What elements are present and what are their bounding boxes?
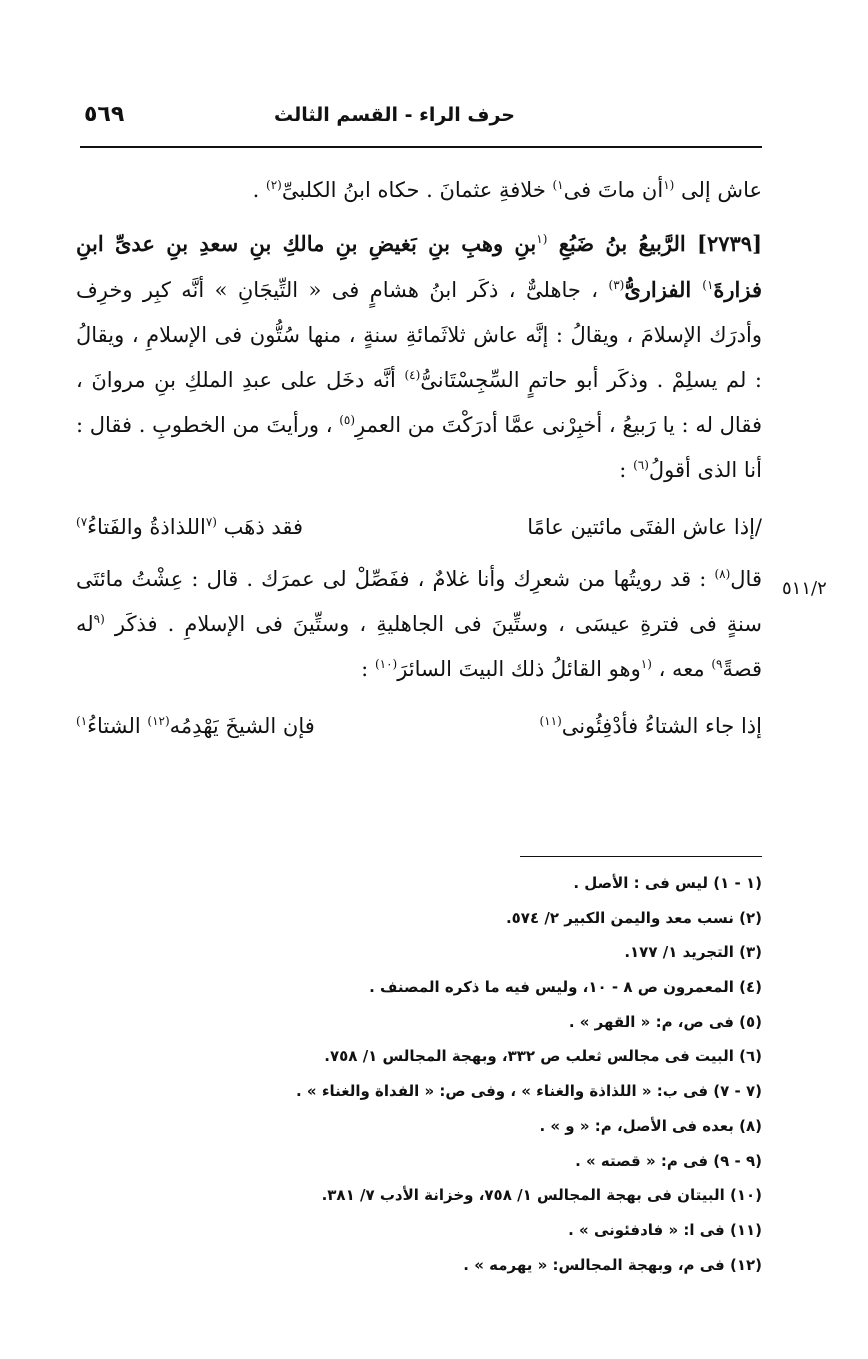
paragraph bbox=[76, 557, 762, 692]
paragraph-continuation bbox=[76, 168, 762, 213]
footnote-marker: (٩ bbox=[93, 612, 105, 626]
footnote-marker: ١) bbox=[552, 178, 564, 192]
footnote-marker: (١٢) bbox=[147, 714, 170, 728]
verse-line bbox=[76, 499, 762, 551]
footnote-marker: (١٠) bbox=[374, 657, 398, 671]
running-header bbox=[80, 98, 760, 138]
footnote: (٩ - ٩) فى م: « قصته » . bbox=[575, 1151, 762, 1170]
footnote-marker: ٩) bbox=[711, 657, 723, 671]
footnote-marker: (٤) bbox=[404, 368, 421, 382]
footnote-marker: ١) bbox=[702, 278, 714, 292]
footnote-marker: (٧ bbox=[205, 515, 217, 529]
footnote-marker: (٦) bbox=[633, 458, 649, 472]
verse-line bbox=[76, 698, 762, 750]
footnote: (١٢) فى م، وبهجة المجالس: « يهرمه » . bbox=[463, 1255, 762, 1274]
verse-second-hemistich bbox=[76, 704, 315, 749]
main-text bbox=[76, 168, 762, 756]
footnote-marker: ١) bbox=[76, 714, 88, 728]
text-run: إذا جاء الشتاءُ فأدْفِئُونى bbox=[561, 714, 762, 738]
text-run: فقد ذهَب bbox=[216, 515, 304, 539]
text-run: أنَّه دخَل على عبدِ الملكِ بنِ مروانَ ، فقال له : يا رَبيعُ ، أخبِرْنى عمَّا أدرَكْتَ من العمرِ bbox=[76, 368, 762, 437]
footnote-marker: (٢) bbox=[266, 178, 282, 192]
entry-paragraph bbox=[76, 221, 762, 493]
footnote: (٧ - ٧) فى ب: « اللذاذة والغناء » ، وفى ص: « الفداة والغناء » . bbox=[296, 1082, 762, 1101]
footnote-marker: ٧) bbox=[76, 515, 88, 529]
text-run: وهو القائلُ ذلك البيتَ السائرَ bbox=[397, 657, 641, 681]
text-run: الشتاءُ bbox=[87, 714, 148, 738]
footnote-marker: (١ bbox=[663, 178, 675, 192]
header-rule bbox=[80, 146, 762, 148]
text-run: له قصةً bbox=[76, 612, 762, 681]
text-run: خلافةِ عثمانَ . حكاه ابنُ الكلبىِّ bbox=[281, 178, 553, 202]
footnote: (٢) نسب معد واليمن الكبير ٢/ ٥٧٤. bbox=[505, 908, 762, 927]
footnotes bbox=[260, 866, 762, 1282]
text-run: معه ، bbox=[651, 657, 712, 681]
text-run: : قد رويتُها من شعرِك وأنا غلامٌ ، ففَصِّلْ لى عمرَك . قال : عِشْتُ مائتَى سنةٍ فى فترةِ عيسَى ، وستِّينَ فى الجاهليةِ ، وستِّينَ فى الإسلامِ . فذكَر bbox=[76, 567, 762, 636]
text-run: : bbox=[619, 458, 634, 482]
margin-reference: ٥١١/٢ bbox=[782, 578, 827, 599]
entry-nisba: الفزارىُّ bbox=[624, 277, 703, 302]
footnote-marker: (١ bbox=[640, 657, 652, 671]
footnote: (١ - ١) ليس فى : الأصل . bbox=[573, 874, 762, 892]
footnote-marker: (١ bbox=[536, 232, 548, 246]
footnote: (٤) المعمرون ص ٨ - ١٠، وليس فيه ما ذكره المصنف . bbox=[369, 978, 762, 997]
footnote: (٨) بعده فى الأصل، م: « و » . bbox=[539, 1116, 762, 1135]
text-run: . bbox=[252, 178, 267, 202]
verse-first-hemistich: /إذا عاش الفتَى مائتين عامًا bbox=[527, 515, 762, 539]
text-run: ، جاهلىٌّ ، ذكَر ابنُ هشامٍ فى « التِّيجَانِ » أنَّه كبِر وخرِف وأدرَك الإسلامَ ، ويقالُ : إنَّه عاش ثلاثَمائةِ سنةٍ ، منها سُتُّون فى الإسلامِ ، ويقالُ : لم يسلِمْ . وذكَر أبو حاتمٍ السِّجِسْتَانىُّ bbox=[76, 278, 762, 392]
text-run: عاش إلى bbox=[674, 178, 762, 202]
text-run: أن ماتَ فى bbox=[563, 178, 664, 202]
footnote: (٦) البيت فى مجالس ثعلب ص ٣٣٢، وبهجة المجالس ١/ ٧٥٨. bbox=[324, 1047, 762, 1066]
footnote-marker: (١١) bbox=[539, 714, 562, 728]
text-run: اللذاذةُ والفَتاءُ bbox=[87, 515, 206, 539]
footnote-marker: (٥) bbox=[339, 413, 356, 427]
header-title: حرف الراء - القسم الثالث bbox=[274, 104, 515, 126]
footnote-marker: (٣) bbox=[608, 278, 625, 292]
footnote: (١٠) البيتان فى بهجة المجالس ١/ ٧٥٨، وخزانة الأدب ٧/ ٣٨١. bbox=[321, 1186, 762, 1205]
entry-lineage: بنِ وهبِ بنِ بَغيضِ بنِ مالكِ بنِ سعدِ بنِ عدىِّ ابنِ فزارةَ bbox=[76, 231, 762, 302]
footnote: (١١) فى ا: « فادفئونى » . bbox=[568, 1220, 762, 1239]
text-run: قال bbox=[730, 567, 762, 591]
footnote-marker: (٨) bbox=[714, 567, 731, 581]
entry-heading: [٢٧٣٩] الرَّبيعُ بنُ ضَبُعِ bbox=[547, 231, 762, 256]
text-run: : bbox=[361, 657, 375, 681]
footnote: (٣) التجريد ١/ ١٧٧. bbox=[624, 943, 762, 962]
footnote: (٥) فى ص، م: « القهر » . bbox=[568, 1012, 762, 1031]
text-run: فإن الشيخَ يَهْدِمُه bbox=[169, 714, 315, 738]
verse-second-hemistich bbox=[76, 505, 303, 550]
text-run: ، ورأيتَ من الخطوبِ . فقال : أنا الذى أقولُ bbox=[76, 413, 762, 482]
verse-first-hemistich bbox=[539, 704, 762, 749]
page-number: ٥٦٩ bbox=[84, 102, 125, 127]
footnote-rule bbox=[520, 856, 762, 857]
